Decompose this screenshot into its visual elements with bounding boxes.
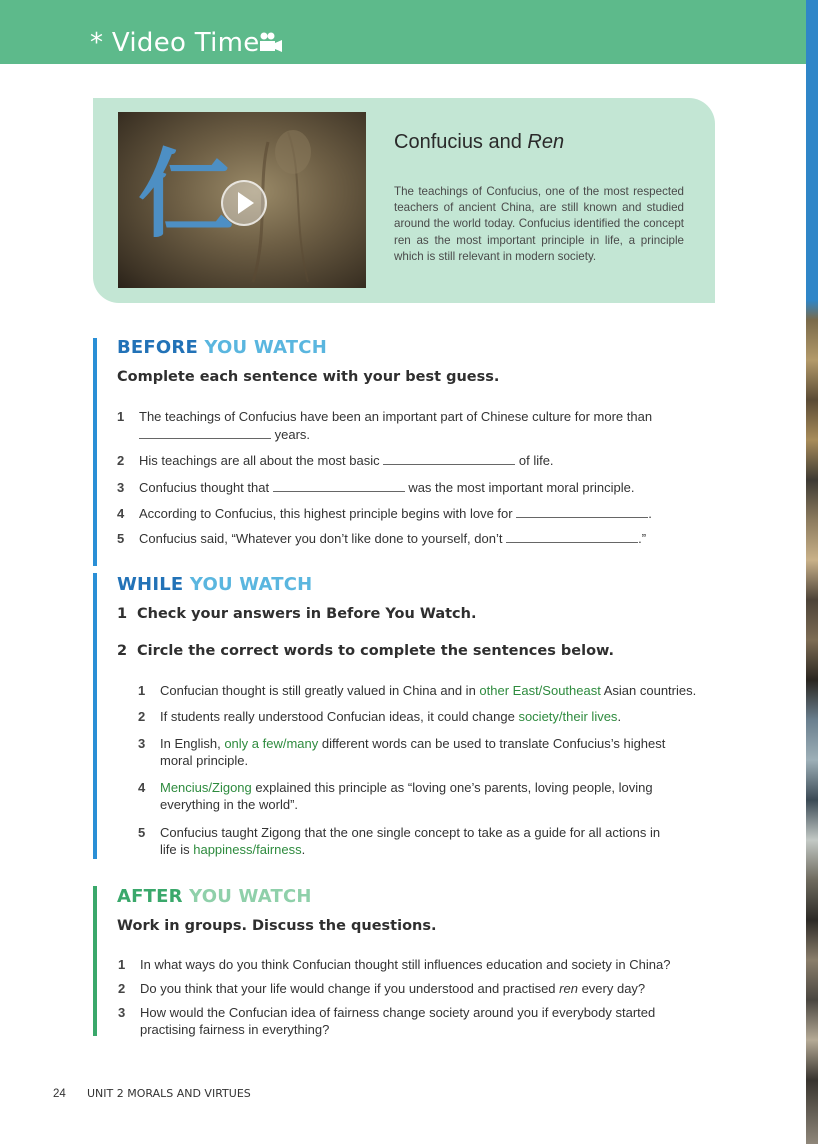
after-item-1: 1 In what ways do you think Confucian thought still influences education and society in China? xyxy=(118,957,671,972)
before-heading: BEFORE YOU WATCH xyxy=(117,337,327,358)
while-step-1: 1 Check your answers in Before You Watch. xyxy=(117,606,477,622)
edge-photo-strip xyxy=(806,0,818,1144)
after-section-bar xyxy=(93,886,97,1036)
word-choice[interactable]: other East/Southeast xyxy=(479,683,601,698)
after-instruction: Work in groups. Discuss the questions. xyxy=(117,918,437,934)
page-title: * Video Time xyxy=(90,28,260,58)
answer-blank[interactable] xyxy=(273,479,405,492)
video-camera-icon xyxy=(258,31,284,53)
answer-blank[interactable] xyxy=(383,452,515,465)
before-section-bar xyxy=(93,338,97,566)
before-item-5: 5 Confucius said, “Whatever you don’t like done to yourself, don’t .” xyxy=(117,531,647,546)
after-heading: AFTER YOU WATCH xyxy=(117,886,312,907)
while-step-2: 2 Circle the correct words to complete the sentences below. xyxy=(117,643,615,659)
word-choice[interactable]: Mencius/Zigong xyxy=(160,780,252,795)
while-item-2: 2 If students really understood Confucian ideas, it could change society/their lives. xyxy=(138,709,622,724)
play-button[interactable] xyxy=(221,180,267,226)
page-number: 24 xyxy=(53,1088,66,1100)
word-choice[interactable]: only a few/many xyxy=(224,736,319,751)
while-item-1: 1 Confucian thought is still greatly valued in China and in other East/Southeast Asian countries. xyxy=(138,683,697,698)
while-item-3: 3 In English, only a few/many different words can be used to translate Confucius’s highest moral principle. xyxy=(138,736,666,768)
before-item-1: 1 The teachings of Confucius have been an important part of Chinese culture for more than years. xyxy=(117,409,653,442)
before-item-3: 3 Confucius thought that was the most important moral principle. xyxy=(117,480,635,495)
word-choice[interactable]: society/their lives xyxy=(518,709,618,724)
while-heading: WHILE YOU WATCH xyxy=(117,574,313,595)
answer-blank[interactable] xyxy=(516,505,648,518)
before-item-4: 4 According to Confucius, this highest principle begins with love for . xyxy=(117,506,652,521)
before-instruction: Complete each sentence with your best guess. xyxy=(117,369,500,385)
page-footer xyxy=(53,1087,251,1100)
while-item-5: 5 Confucius taught Zigong that the one single concept to take as a guide for all actions in life is happiness/fairness. xyxy=(138,825,661,857)
before-item-2: 2 His teachings are all about the most basic of life. xyxy=(117,453,554,468)
unit-label: UNIT 2 MORALS AND VIRTUES xyxy=(87,1087,251,1100)
video-title: Confucius and Ren xyxy=(394,131,565,153)
ren-character: 仁 xyxy=(138,139,234,251)
answer-blank[interactable] xyxy=(139,426,271,439)
after-item-3: 3 How would the Confucian idea of fairness change society around you if everybody started practising fairness in everything? xyxy=(118,1005,656,1037)
while-item-4: 4 Mencius/Zigong explained this principle as “loving one’s parents, loving people, loving everything in the world”. xyxy=(138,780,653,812)
word-choice[interactable]: happiness/fairness xyxy=(193,842,302,857)
after-item-2: 2 Do you think that your life would change if you understood and practised ren every day? xyxy=(118,981,646,996)
answer-blank[interactable] xyxy=(506,530,638,543)
while-section-bar xyxy=(93,573,97,859)
video-description: The teachings of Confucius, one of the most respected teachers of ancient China, are still known and studied around the world today. Confucius identified the concept ren as the most important principle in life, a principle which is still relevant in modern society. xyxy=(394,185,684,263)
